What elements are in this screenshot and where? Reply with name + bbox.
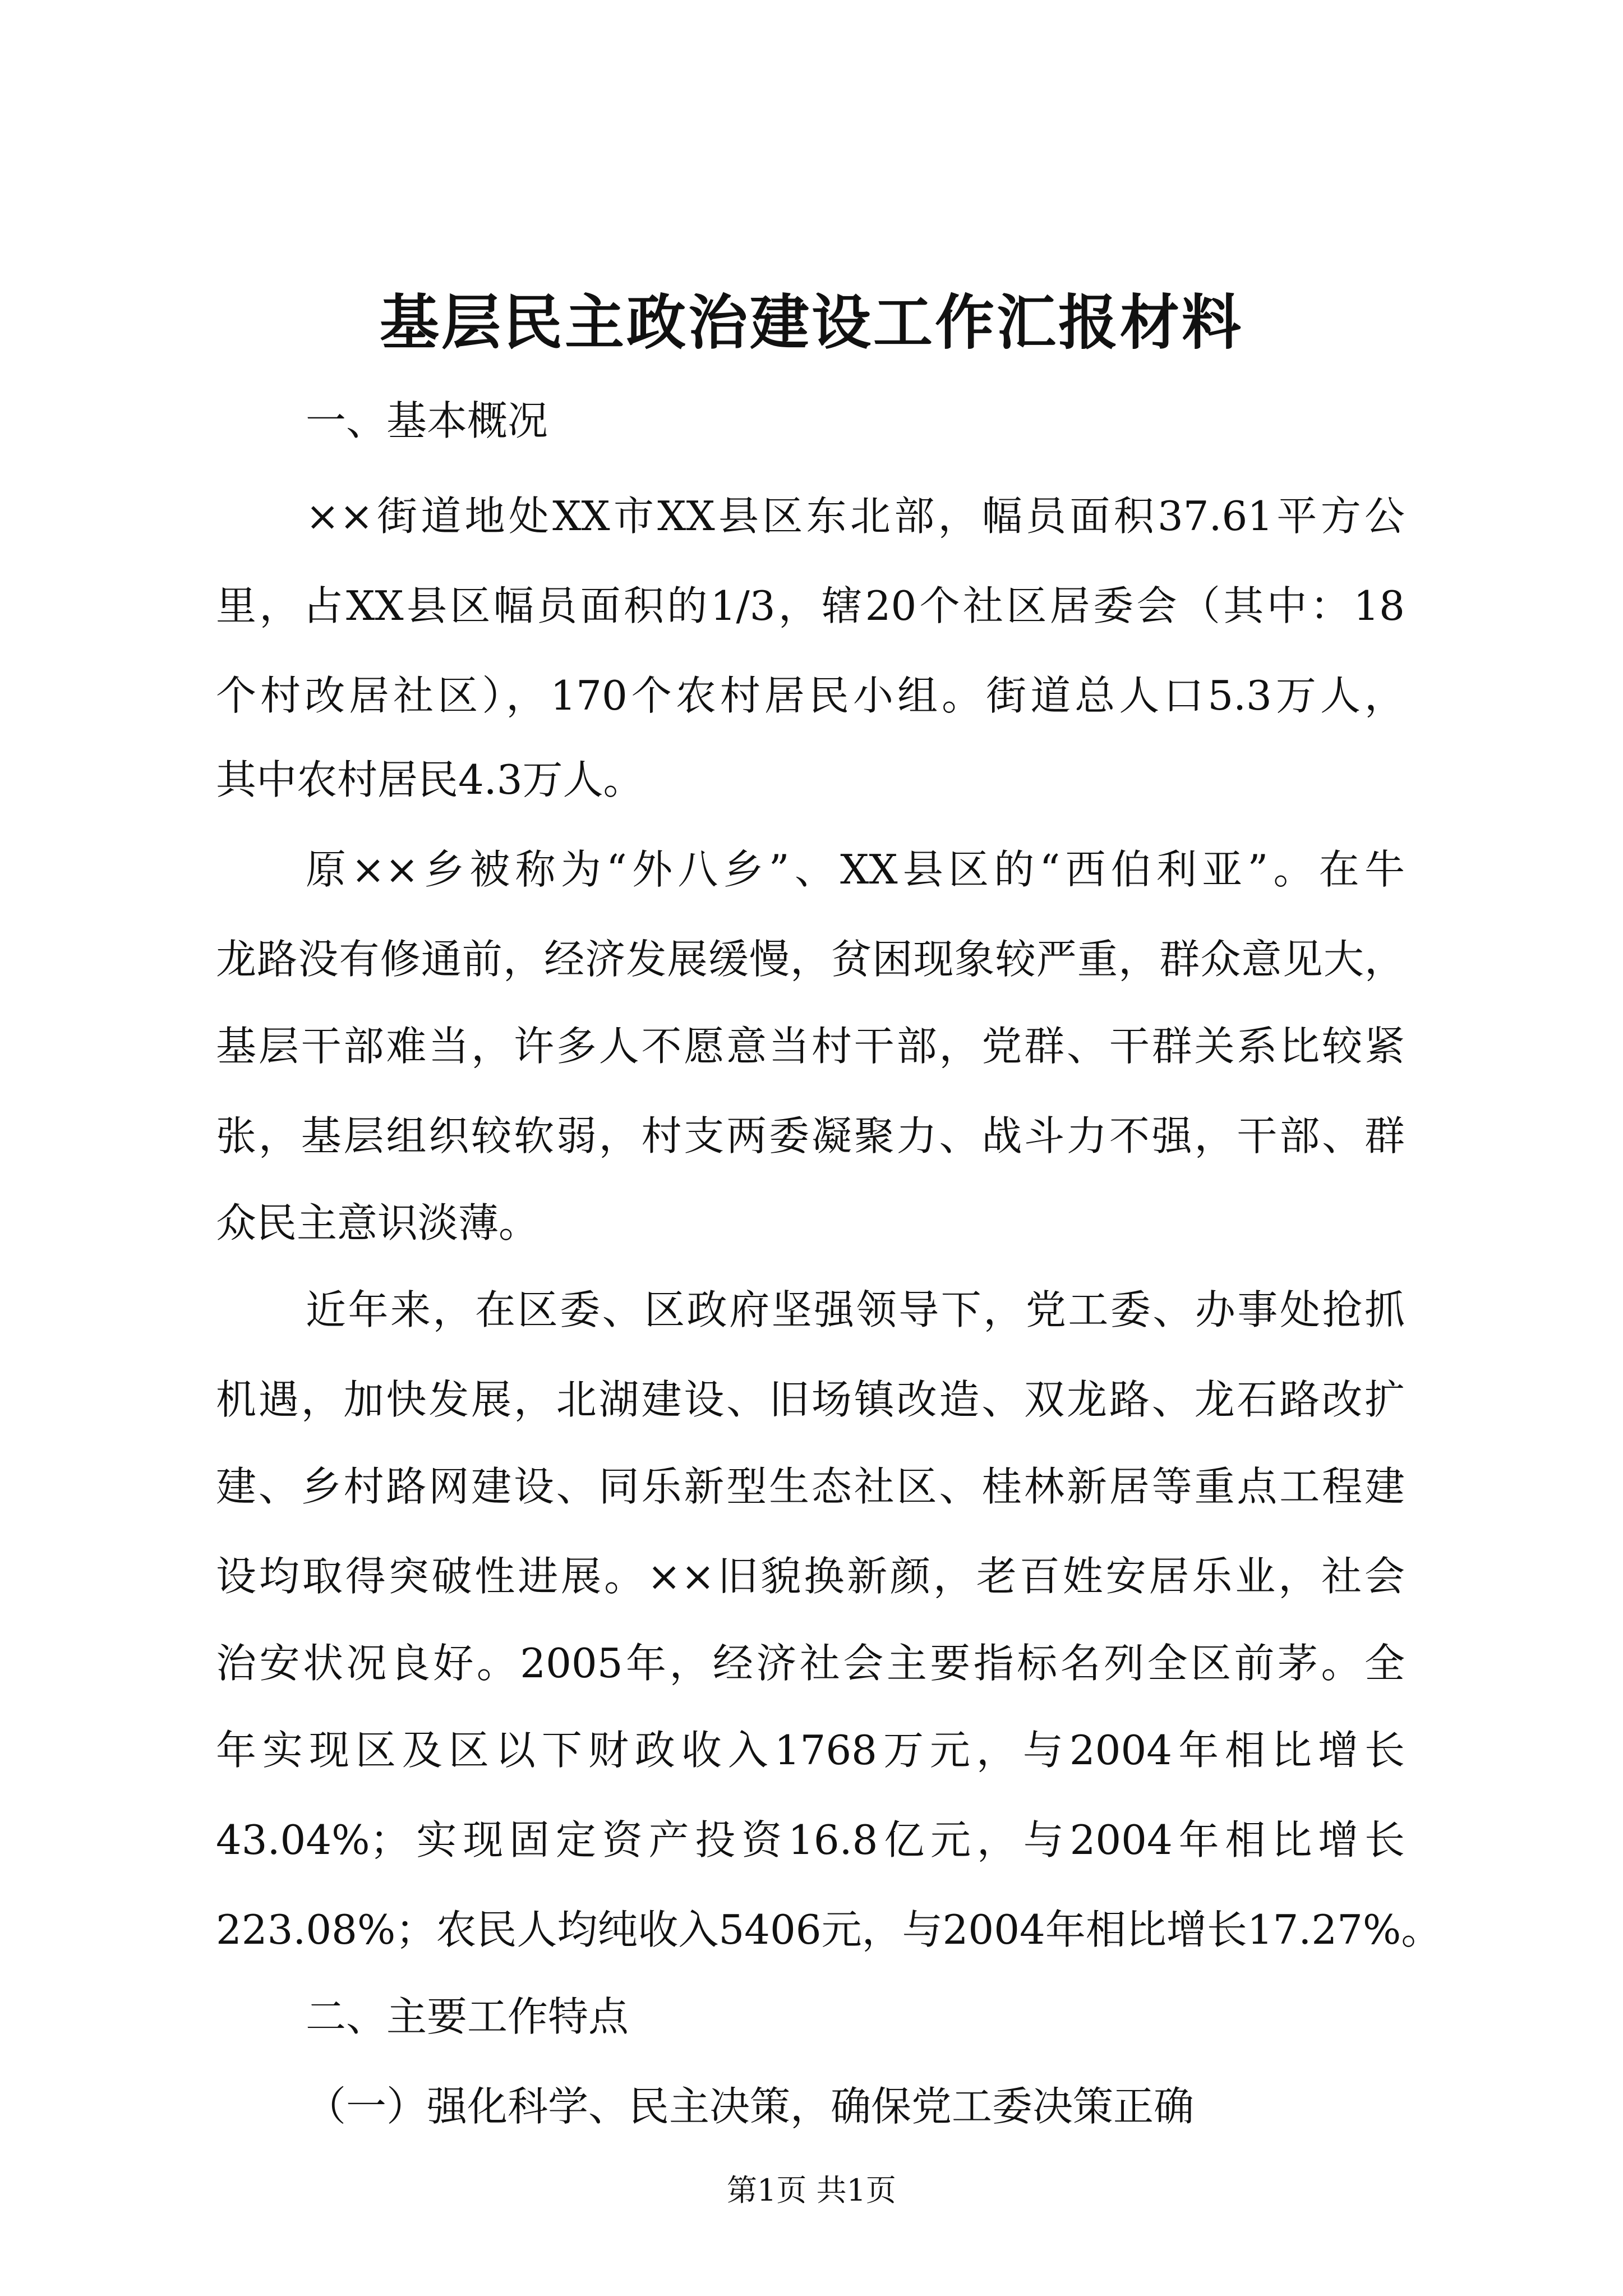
subsection-heading-1: （一）强化科学、民主决策，确保党工委决策正确 [306, 2083, 1195, 2130]
page-footer: 第1页 共1页 [727, 2173, 896, 2208]
paragraph-2-line-4: 张，基层组织较软弱，村支两委凝聚力、战斗力不强，干部、群 [216, 1112, 1405, 1159]
paragraph-3-line-7: 43.04%；实现固定资产投资16.8亿元，与2004年相比增长 [216, 1816, 1405, 1864]
paragraph-2-line-1: 原××乡被称为“外八乡”、XX县区的“西伯利亚”。在牛 [306, 846, 1405, 893]
paragraph-3-line-6: 年实现区及区以下财政收入1768万元，与2004年相比增长 [216, 1727, 1405, 1774]
document-title: 基层民主政治建设工作汇报材料 [380, 287, 1243, 357]
section-heading-1: 一、基本概况 [306, 397, 548, 444]
paragraph-3-line-5: 治安状况良好。2005年，经济社会主要指标名列全区前茅。全 [216, 1640, 1405, 1687]
paragraph-2-line-3: 基层干部难当，许多人不愿意当村干部，党群、干群关系比较紧 [216, 1023, 1405, 1070]
paragraph-3-line-2: 机遇，加快发展，北湖建设、旧场镇改造、双龙路、龙石路改扩 [216, 1376, 1405, 1423]
paragraph-3-line-3: 建、乡村路网建设、同乐新型生态社区、桂林新居等重点工程建 [216, 1463, 1405, 1510]
paragraph-3-line-1: 近年来，在区委、区政府坚强领导下，党工委、办事处抢抓 [306, 1286, 1405, 1333]
paragraph-2-line-2: 龙路没有修通前，经济发展缓慢，贫困现象较严重，群众意见大， [216, 936, 1405, 983]
paragraph-2-line-5: 众民主意识淡薄。 [216, 1199, 540, 1246]
paragraph-3-line-4: 设均取得突破性进展。××旧貌换新颜，老百姓安居乐业，社会 [216, 1553, 1405, 1600]
paragraph-3-line-8: 223.08%；农民人均纯收入5406元，与2004年相比增长17.27%。 [216, 1906, 1442, 1953]
section-heading-2: 二、主要工作特点 [306, 1993, 629, 2040]
paragraph-1-line-2: 里，占XX县区幅员面积的1/3，辖20个社区居委会（其中：18 [216, 582, 1405, 629]
paragraph-1-line-3: 个村改居社区），170个农村居民小组。街道总人口5.3万人， [216, 672, 1405, 719]
paragraph-1-line-4: 其中农村居民4.3万人。 [216, 756, 644, 803]
paragraph-1-line-1: ××街道地处XX市XX县区东北部，幅员面积37.61平方公 [306, 493, 1405, 540]
